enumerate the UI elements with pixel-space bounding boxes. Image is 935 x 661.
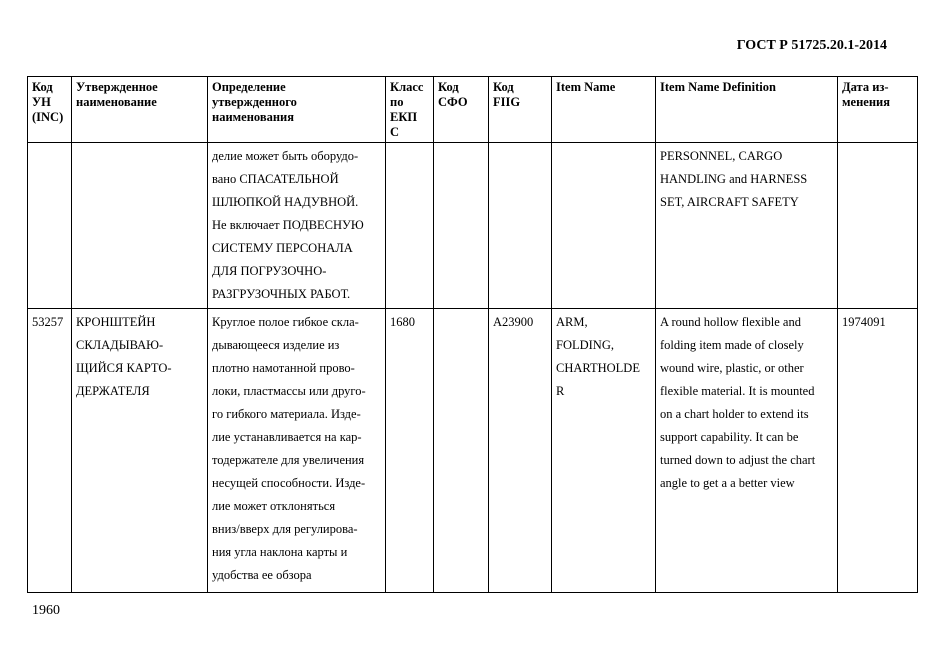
cell-line: SET, AIRCRAFT SAFETY: [660, 195, 799, 209]
cell-line: CHARTHOLDE: [556, 361, 640, 375]
column-header-line: Код: [493, 80, 514, 94]
column-header: [208, 77, 386, 143]
cell-line: Круглое полое гибкое скла-: [212, 315, 359, 329]
page-number: 1960: [32, 603, 60, 618]
column-header-line: Утвержденное: [76, 80, 158, 94]
column-header-line: (INC): [32, 110, 64, 124]
column-header-line: УН: [32, 95, 51, 109]
cell-line: 53257: [32, 315, 64, 329]
column-header-line: по: [390, 95, 404, 109]
table-cell: [72, 143, 208, 309]
column-header-line: Класс: [390, 80, 424, 94]
table-cell: [208, 143, 386, 309]
cell-line: flexible material. It is mounted: [660, 384, 815, 398]
cell-line: удобства ее обзора: [212, 568, 312, 582]
column-header: [656, 77, 838, 143]
column-header-line: наименования: [212, 110, 295, 124]
cell-line: A23900: [493, 315, 534, 329]
column-header-line: СФО: [438, 95, 468, 109]
cell-line: on a chart holder to extend its: [660, 407, 809, 421]
column-header: [434, 77, 489, 143]
cell-line: ДЛЯ ПОГРУЗОЧНО-: [212, 264, 327, 278]
cell-line: R: [556, 384, 565, 398]
cell-line: дывающееся изделие из: [212, 338, 340, 352]
table-cell: [208, 309, 386, 593]
cell-line: wound wire, plastic, or other: [660, 361, 804, 375]
cell-line: ШЛЮПКОЙ НАДУВНОЙ.: [212, 195, 359, 209]
cell-line: го гибкого материала. Изде-: [212, 407, 361, 421]
cell-line: тодержателе для увеличения: [212, 453, 365, 467]
column-header-line: менения: [842, 95, 890, 109]
column-header-line: Код: [438, 80, 459, 94]
cell-line: делие может быть оборудо-: [212, 149, 359, 163]
cell-line: 1974091: [842, 315, 886, 329]
table-cell: [386, 143, 434, 309]
standard-code: ГОСТ Р 51725.20.1-2014: [736, 38, 887, 53]
column-header: [72, 77, 208, 143]
cell-line: лие может отклоняться: [212, 499, 336, 513]
table-cell: [838, 143, 918, 309]
table-cell: [434, 309, 489, 593]
table-cell: [434, 143, 489, 309]
column-header-line: Код: [32, 80, 53, 94]
table-cell: [838, 309, 918, 593]
column-header-line: С: [390, 125, 400, 139]
column-header: [838, 77, 918, 143]
cell-line: angle to get a a better view: [660, 476, 795, 490]
table-cell: [656, 143, 838, 309]
cell-line: вано СПАСАТЕЛЬНОЙ: [212, 172, 339, 186]
cell-line: лие устанавливается на кар-: [212, 430, 362, 444]
cell-line: плотно намотанной прово-: [212, 361, 355, 375]
table-cell: [386, 309, 434, 593]
table-cell: [656, 309, 838, 593]
cell-line: PERSONNEL, CARGO: [660, 149, 783, 163]
cell-line: РАЗГРУЗОЧНЫХ РАБОТ.: [212, 287, 351, 301]
catalog-table: [27, 76, 918, 593]
cell-line: Не включает ПОДВЕСНУЮ: [212, 218, 364, 232]
cell-line: КРОНШТЕЙН: [76, 315, 156, 329]
column-header: [489, 77, 552, 143]
table-cell: [489, 143, 552, 309]
cell-line: support capability. It can be: [660, 430, 799, 444]
column-header: [552, 77, 656, 143]
table-cell: [28, 309, 72, 593]
cell-line: FOLDING,: [556, 338, 614, 352]
column-header-line: FIIG: [493, 95, 521, 109]
column-header-line: Item Name Definition: [660, 80, 776, 94]
cell-line: ARM,: [556, 315, 588, 329]
cell-line: A round hollow flexible and: [660, 315, 801, 329]
table-cell: [552, 309, 656, 593]
table-cell: [28, 143, 72, 309]
cell-line: СИСТЕМУ ПЕРСОНАЛА: [212, 241, 353, 255]
cell-line: несущей способности. Изде-: [212, 476, 366, 490]
column-header-line: Item Name: [556, 80, 616, 94]
cell-line: ЩИЙСЯ КАРТО-: [76, 361, 172, 375]
table-cell: [489, 309, 552, 593]
cell-line: folding item made of closely: [660, 338, 804, 352]
table-header-row: [28, 77, 918, 143]
column-header: [386, 77, 434, 143]
table-row: [28, 309, 918, 593]
cell-line: локи, пластмассы или друго-: [212, 384, 366, 398]
cell-line: 1680: [390, 315, 415, 329]
cell-line: СКЛАДЫВАЮ-: [76, 338, 164, 352]
column-header-line: Дата из-: [842, 80, 889, 94]
column-header-line: ЕКП: [390, 110, 418, 124]
column-header: [28, 77, 72, 143]
cell-line: вниз/вверх для регулирова-: [212, 522, 358, 536]
table-cell: [552, 143, 656, 309]
cell-line: ния угла наклона карты и: [212, 545, 348, 559]
column-header-line: Определение: [212, 80, 286, 94]
table-cell: [72, 309, 208, 593]
cell-line: turned down to adjust the chart: [660, 453, 816, 467]
cell-line: ДЕРЖАТЕЛЯ: [76, 384, 150, 398]
cell-line: HANDLING and HARNESS: [660, 172, 808, 186]
column-header-line: утвержденного: [212, 95, 297, 109]
column-header-line: наименование: [76, 95, 157, 109]
table-row: [28, 143, 918, 309]
